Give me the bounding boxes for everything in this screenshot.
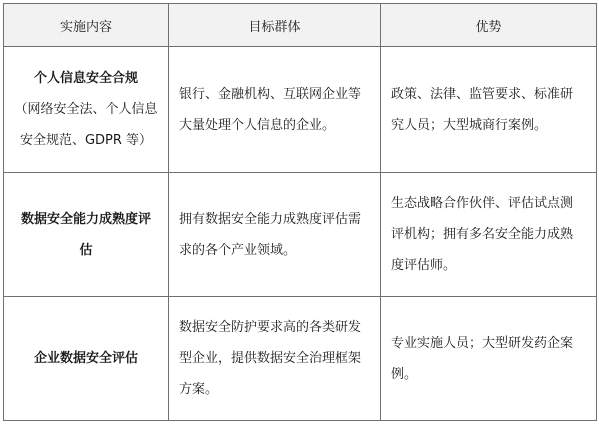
target-group-line: 数据安全防护要求高的各类研发 (179, 320, 362, 335)
table-header-row (4, 4, 597, 47)
target-group-line: 求的各个产业领域。 (179, 242, 297, 258)
advantage-line: 例。 (391, 366, 418, 382)
implementation-note: （网络安全法、个人信息 (14, 102, 158, 117)
implementation-cell (4, 47, 169, 173)
implementation-title: 数据安全能力成熟度评 (20, 211, 151, 227)
advantage-line: 评机构；拥有多名安全能力成熟 (391, 227, 574, 242)
target-group-line: 拥有数据安全能力成熟度评估需 (179, 211, 362, 227)
implementation-title: 企业数据安全评估 (33, 351, 138, 366)
table-row (4, 47, 597, 173)
target-group-cell (169, 47, 381, 173)
implementation-note: 安全规范、GDPR 等） (19, 133, 153, 148)
advantage-cell (381, 297, 597, 421)
implementation-cell (4, 173, 169, 297)
advantage-cell (381, 47, 597, 173)
advantage-line: 专业实施人员；大型研发药企案 (391, 335, 574, 351)
header-implementation: 实施内容 (4, 4, 169, 47)
implementation-cell (4, 297, 169, 421)
target-group-line: 银行、金融机构、互联网企业等 (179, 86, 362, 102)
target-group-cell (169, 173, 381, 297)
implementation-title: 估 (79, 242, 93, 258)
table-row (4, 297, 597, 421)
advantage-line: 度评估师。 (391, 258, 457, 273)
target-group-line: 大量处理个人信息的企业。 (179, 117, 336, 133)
header-target-group: 目标群体 (169, 4, 381, 47)
table-row (4, 173, 597, 297)
target-group-line: 方案。 (179, 382, 219, 397)
implementation-table (3, 3, 597, 421)
advantage-line: 生态战略合作伙伴、评估试点测 (391, 196, 574, 211)
header-advantage: 优势 (381, 4, 597, 47)
implementation-title: 个人信息安全合规 (33, 71, 138, 86)
target-group-cell (169, 297, 381, 421)
advantage-cell (381, 173, 597, 297)
advantage-line: 究人员；大型城商行案例。 (391, 117, 548, 133)
advantage-line: 政策、法律、监管要求、标准研 (391, 86, 574, 102)
target-group-line: 型企业，提供数据安全治理框架 (179, 351, 362, 366)
